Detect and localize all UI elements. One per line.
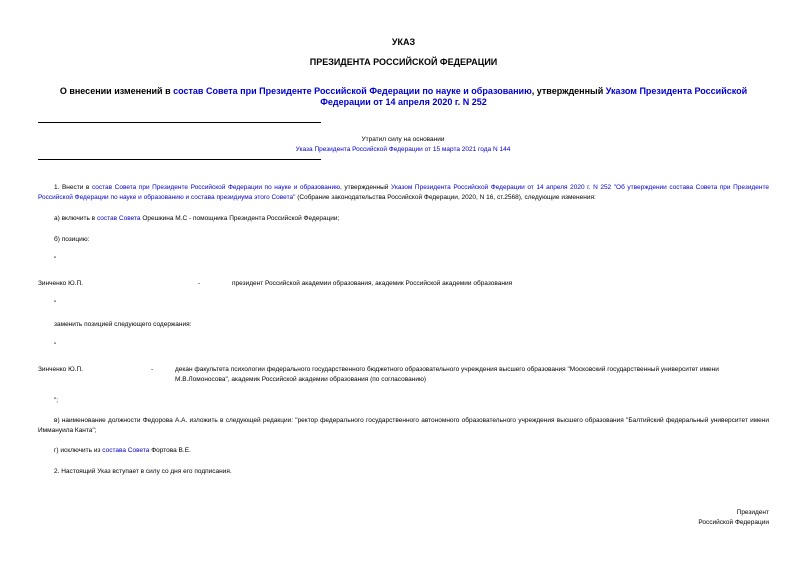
paragraph-g <box>54 446 191 456</box>
p1-text1: 1. Внести в <box>54 184 92 191</box>
president-heading: ПРЕЗИДЕНТА РОССИЙСКОЙ ФЕДЕРАЦИИ <box>309 57 498 67</box>
p1-text2: , утвержденный <box>340 184 391 191</box>
title-middle: , утвержденный <box>531 86 606 96</box>
pg-link-council[interactable]: состава Совета <box>102 447 150 454</box>
p1-link-council[interactable]: состав Совета при Президенте Российской Федерации по науке и образованию <box>91 184 340 191</box>
title-link-decree[interactable]: Указом Президента Российской Федерации от 14 апреля 2020 г. N 252 <box>320 86 748 107</box>
divider-bottom <box>38 159 321 160</box>
row2-desc: декан факультета психологии федерального государственного бюджетного образовательного учреждения высшего образования "Московский государственный университет имени М.В.Ломоносова", академик Российской академии образования (по согласованию) <box>175 366 719 383</box>
pa-link-council[interactable]: состав Совета <box>96 215 141 222</box>
p1-text3: (Собрание законодательства Российской Федерации, 2020, N 16, ст.2568), следующие изменения: <box>295 193 596 201</box>
row2-name: Зинченко Ю.П. <box>38 366 83 373</box>
p1-link-decree[interactable]: Указом Президента Российской Федерации от 14 апреля 2020 г. N 252 "Об утверждении состава Совета при Президенте Российской Федерации по науке и образованию и состава президиума этого Совета" <box>38 184 769 201</box>
row1-name: Зинченко Ю.П. <box>38 280 83 287</box>
signature-country: Российской Федерации <box>698 519 769 526</box>
divider-top <box>38 122 321 123</box>
pg-text2: Фортова В.Е. <box>149 447 191 454</box>
quote-close-1: " <box>54 300 57 307</box>
signature-title: Президент <box>736 509 769 516</box>
paragraph-2: 2. Настоящий Указ вступает в силу со дня его подписания. <box>54 468 232 475</box>
notice-line1: Утратил силу на основании <box>361 136 445 143</box>
pa-text1: а) включить в <box>54 215 97 222</box>
row1-desc: президент Российской академии образования, академик Российской академии образования <box>232 280 513 287</box>
pa-text2: Орешкина М.С - помощника Президента Российской Федерации; <box>140 215 340 222</box>
pg-text1: г) исключить из <box>54 447 103 454</box>
paragraph-1 <box>38 183 769 202</box>
paragraph-a <box>54 214 339 224</box>
notice-link[interactable]: Указа Президента Российской Федерации от 15 марта 2021 года N 144 <box>295 146 511 153</box>
paragraph-v: в) наименование должности Федорова А.А. изложить в следующей редакции: "ректор федерального государственного автономного образовательного учреждения высшего образования "Балтийский федеральный университет имени Иммануила Канта"; <box>38 417 769 434</box>
quote-close-2: "; <box>54 397 59 404</box>
replace-text: заменить позицией следующего содержания: <box>54 321 192 328</box>
document-title <box>50 86 757 108</box>
row1-dash: - <box>198 280 201 287</box>
quote-open-1: " <box>54 256 57 263</box>
decree-heading: УКАЗ <box>391 37 416 47</box>
row2-dash: - <box>151 366 154 373</box>
paragraph-b: б) позицию: <box>54 236 90 243</box>
title-prefix: О внесении изменений в <box>59 86 174 96</box>
quote-open-2: " <box>54 342 57 349</box>
title-link-council[interactable]: состав Совета при Президенте Российской Федерации по науке и образованию <box>173 86 532 96</box>
